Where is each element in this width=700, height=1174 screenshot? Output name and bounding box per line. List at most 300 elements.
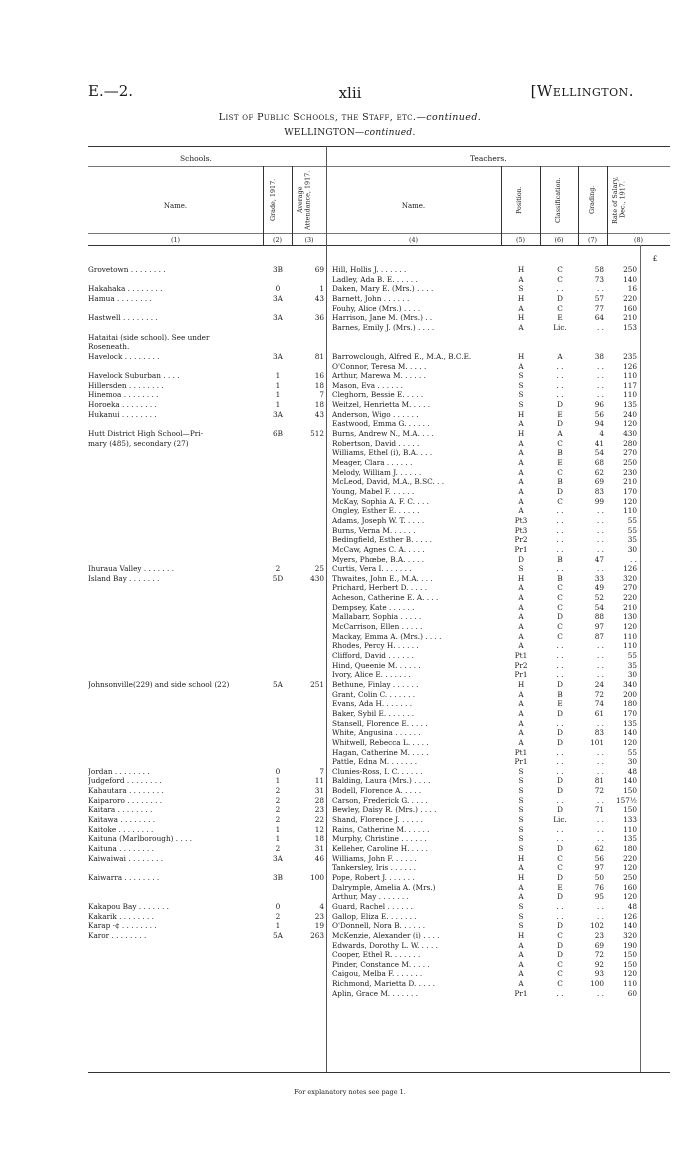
position-cell: Pt1 [514, 747, 528, 757]
attendance-cell: 11 [314, 776, 324, 786]
table-row [0, 786, 700, 796]
grading-cell: . . [597, 747, 604, 757]
salary-cell: 110 [623, 506, 637, 516]
grading-cell: . . [597, 641, 604, 651]
table-row [0, 776, 700, 786]
table-row [0, 651, 700, 661]
grading-cell: 83 [594, 486, 604, 496]
table-row [0, 429, 700, 439]
column-number: (1) [170, 236, 181, 244]
position-cell: H [517, 853, 525, 863]
position-cell: H [517, 679, 525, 689]
position-cell: S [518, 400, 524, 410]
classification-cell: . . [556, 718, 564, 728]
table-row [0, 748, 700, 758]
grading-cell: . . [597, 815, 604, 825]
salary-cell: 30 [627, 670, 637, 680]
table-row [0, 410, 700, 420]
grading-cell: 24 [594, 679, 604, 689]
salary-cell: 35 [627, 660, 637, 670]
grade-cell: 5D [272, 573, 284, 583]
position-cell: A [518, 959, 524, 969]
grade-cell: 2 [275, 786, 281, 796]
teacher-name-cell: Richmond, Marietta D. . . . . [332, 979, 435, 989]
grading-cell: 100 [590, 979, 604, 989]
teacher-name-cell: Rains, Catherine M. . . . . . [332, 824, 430, 834]
grade-cell: 5A [273, 679, 283, 689]
teacher-name-cell: Pattle, Edna M. . . . . . . [332, 757, 418, 767]
grade-cell: 1 [275, 824, 281, 834]
grading-cell: . . [597, 757, 604, 767]
classification-header: Classification. [554, 177, 562, 223]
salary-cell: 170 [623, 486, 637, 496]
teacher-name-cell: Baker, Sybil E. . . . . . . [332, 708, 415, 718]
column-number-rule [88, 233, 670, 234]
classification-cell: . . [556, 544, 564, 554]
classification-cell: . . [556, 795, 564, 805]
position-cell: S [518, 795, 524, 805]
school-name-cell: Roseneath. [88, 342, 130, 352]
salary-cell: 250 [623, 872, 637, 882]
classification-cell: D [557, 737, 563, 747]
teacher-name-cell: Edwards, Dorothy L. W. . . . . [332, 940, 438, 950]
grading-cell: . . [597, 525, 604, 535]
salary-cell: 30 [627, 544, 637, 554]
salary-cell: 135 [623, 400, 637, 410]
grading-cell: 56 [594, 409, 604, 419]
teacher-name-cell: Eastwood, Emma G. . . . . . [332, 419, 430, 429]
teacher-name-cell: Barnes, Emily J. (Mrs.) . . . . [332, 322, 435, 332]
table-row [0, 767, 700, 777]
salary-cell: 135 [623, 834, 637, 844]
position-cell: A [518, 969, 524, 979]
grading-cell: . . [597, 901, 604, 911]
grading-cell: 99 [594, 496, 604, 506]
table-row [0, 661, 700, 671]
district-heading: [Wellington. [530, 82, 634, 100]
salary-cell: 120 [623, 737, 637, 747]
position-cell: A [518, 950, 524, 960]
grade-cell: 3A [273, 853, 283, 863]
salary-cell: 157½ [616, 795, 637, 805]
school-name-cell: Havelock . . . . . . . . [88, 351, 160, 361]
table-row [0, 902, 700, 912]
grading-cell: 96 [594, 400, 604, 410]
teacher-name-cell: Young, Mabel F. . . . . . [332, 486, 415, 496]
subtitle-continued: continued. [364, 128, 416, 138]
salary-cell: 140 [623, 274, 637, 284]
classification-cell: C [557, 969, 563, 979]
salary-cell: 55 [627, 651, 637, 660]
teacher-name-cell: Carson, Frederick G. . . . . [332, 795, 428, 805]
classification-cell: C [557, 583, 563, 593]
classification-cell: . . [556, 660, 564, 670]
salary-cell: 126 [623, 564, 637, 574]
classification-cell: . . [556, 390, 564, 400]
teacher-name-cell: Evans, Ada H. . . . . . . [332, 699, 413, 709]
attendance-cell: 69 [314, 265, 324, 274]
school-name-cell: Hakahaka . . . . . . . . [88, 284, 163, 294]
salary-unit: £ [652, 255, 658, 263]
classification-cell: D [557, 400, 563, 410]
table-subtitle [0, 128, 700, 138]
school-name-cell: Hamua . . . . . . . . [88, 293, 152, 303]
salary-cell: 60 [627, 988, 637, 998]
teacher-name-cell: McKenzie, Alexander (i) . . . . [332, 930, 440, 940]
classification-cell: D [557, 776, 563, 786]
grading-cell: . . [597, 284, 604, 294]
teacher-name-cell: Barrowclough, Alfred E., M.A., B.C.E. [332, 351, 472, 361]
teacher-name-cell: White, Angusina . . . . . . [332, 728, 421, 738]
grading-cell: 102 [590, 921, 604, 931]
school-name-cell: Kaiparoro . . . . . . . . [88, 795, 163, 805]
attendance-cell: 28 [314, 795, 324, 805]
grading-cell: . . [597, 380, 604, 390]
teacher-name-cell: Fouhy, Alice (Mrs.) . . . . [332, 303, 421, 313]
table-row [0, 458, 700, 468]
grading-cell: . . [597, 651, 604, 660]
position-cell: S [518, 921, 524, 931]
salary-cell: 120 [623, 622, 637, 632]
position-cell: A [518, 274, 524, 284]
attendance-cell: 43 [314, 293, 324, 303]
table-row [0, 941, 700, 951]
position-cell: S [518, 371, 524, 381]
school-name-cell: Kaituna . . . . . . . . [88, 844, 154, 853]
position-cell: S [518, 284, 524, 294]
classification-cell: . . [556, 824, 564, 834]
grade-cell: 2 [275, 805, 281, 815]
table-row [0, 632, 700, 642]
position-cell: A [518, 622, 524, 632]
table-row [0, 641, 700, 651]
column-number: (3) [304, 236, 314, 244]
grading-cell: . . [597, 718, 604, 728]
salary-cell: 150 [623, 950, 637, 960]
grading-cell: 92 [594, 959, 604, 969]
salary-cell: 117 [623, 380, 637, 390]
classification-cell: D [557, 419, 563, 429]
salary-cell: 250 [623, 458, 637, 467]
table-row [0, 699, 700, 709]
teachers-group-header: Teachers. [470, 154, 507, 163]
grading-cell: . . [597, 824, 604, 834]
grading-cell: . . [597, 371, 604, 381]
position-cell: A [518, 602, 524, 612]
teacher-name-cell: Weitzel, Henrietta M. . . . . [332, 400, 431, 410]
grading-cell: 71 [594, 805, 604, 815]
classification-cell: C [557, 930, 563, 940]
classification-cell: D [557, 921, 563, 931]
subtitle-main: WELLINGTON— [284, 128, 365, 138]
classification-cell: B [557, 689, 563, 699]
classification-cell: . . [556, 757, 564, 767]
school-name-cell: Johnsonville(229) and side school (22) [88, 679, 230, 689]
position-cell: A [518, 467, 524, 477]
position-cell: A [518, 863, 524, 873]
attendance-cell: 19 [314, 921, 324, 931]
classification-cell: C [557, 438, 563, 448]
classification-cell: D [557, 872, 563, 882]
classification-cell: C [557, 853, 563, 863]
position-cell: H [517, 313, 525, 323]
table-row [0, 516, 700, 526]
attendance-header: Average Attendance, 1917. [296, 170, 312, 230]
attendance-cell: 12 [314, 824, 324, 834]
table-title-continued: continued. [426, 112, 482, 123]
teacher-name-cell: Meager, Clara . . . . . . [332, 458, 413, 467]
column-number: (2) [272, 236, 283, 244]
position-cell: A [518, 940, 524, 950]
table-row [0, 284, 700, 294]
classification-cell: E [557, 409, 563, 419]
attendance-cell: 263 [310, 930, 324, 940]
school-name-cell: Kaiwaiwai . . . . . . . . [88, 853, 164, 863]
position-cell: A [518, 506, 524, 516]
salary-cell: 160 [623, 882, 637, 892]
table-row [0, 989, 700, 999]
grading-cell: 72 [594, 689, 604, 699]
classification-cell: . . [556, 901, 564, 911]
classification-cell: E [557, 882, 563, 892]
classification-cell: D [557, 293, 563, 303]
teacher-name-cell: McKay, Sophia A. F. C. . . . [332, 496, 429, 506]
grading-cell: . . [597, 506, 604, 516]
teacher-name-cell: Hind, Queenie M. . . . . . [332, 660, 421, 670]
attendance-cell: 36 [314, 313, 324, 323]
salary-cell: 230 [623, 467, 637, 477]
position-cell: A [518, 699, 524, 709]
school-name-cell: Karap ·¢ . . . . . . . . [88, 921, 157, 931]
salary-cell: 140 [623, 921, 637, 931]
position-cell: A [518, 892, 524, 902]
teacher-name-cell: Barnett, John . . . . . . [332, 293, 410, 303]
table-row [0, 294, 700, 304]
classification-cell: E [557, 458, 563, 467]
divider-class-grading [578, 166, 579, 245]
school-name-cell: Ihuraua Valley . . . . . . . [88, 564, 175, 574]
salary-cell: 270 [623, 583, 637, 593]
attendance-cell: 31 [314, 786, 324, 796]
classification-cell: D [557, 805, 563, 815]
attendance-cell: 25 [314, 564, 324, 574]
teacher-name-cell: Mackay, Emma A. (Mrs.) . . . . [332, 631, 442, 641]
teacher-name-cell: Dalrymple, Amelia A. (Mrs.) [332, 882, 436, 892]
grade-cell: 1 [275, 390, 281, 400]
salary-cell: 16 [627, 284, 637, 294]
grade-cell: 1 [275, 776, 281, 786]
position-cell: H [517, 293, 525, 303]
salary-cell: 320 [623, 573, 637, 583]
position-cell: A [518, 689, 524, 699]
table-row [0, 535, 700, 545]
salary-cell: 280 [623, 438, 637, 448]
salary-cell: 133 [623, 815, 637, 825]
attendance-cell: 43 [314, 409, 324, 419]
classification-cell: D [557, 679, 563, 689]
table-row [0, 497, 700, 507]
grading-cell: 97 [594, 863, 604, 873]
position-cell: Pr1 [514, 988, 528, 998]
table-row [0, 912, 700, 922]
teacher-name-cell: Tankersley, Iris . . . . . . [332, 863, 417, 873]
grading-cell: 101 [590, 737, 604, 747]
teacher-name-cell: Murphy, Christine . . . . . . [332, 834, 427, 844]
table-row [0, 612, 700, 622]
grading-cell: . . [597, 834, 604, 844]
grade-cell: 3B [272, 265, 283, 274]
grading-cell: . . [597, 390, 604, 400]
position-cell: S [518, 844, 524, 853]
table-row [0, 506, 700, 516]
footnote: For explanatory notes see page 1. [294, 1088, 406, 1096]
table-row [0, 815, 700, 825]
grade-cell: 1 [275, 400, 281, 410]
classification-cell: Lic. [553, 815, 567, 825]
salary-cell: 110 [623, 371, 637, 381]
salary-cell: 120 [623, 892, 637, 902]
table-row [0, 265, 700, 275]
classification-cell: . . [556, 525, 564, 535]
grading-cell: 58 [594, 265, 604, 274]
position-cell: A [518, 419, 524, 429]
school-name-cell: Havelock Suburban . . . . [88, 371, 180, 381]
table-row [0, 825, 700, 835]
teacher-name-cell: Bewley, Daisy R. (Mrs.) . . . . [332, 805, 437, 815]
classification-cell: . . [556, 506, 564, 516]
table-bottom-rule [88, 1072, 670, 1073]
classification-cell: B [557, 554, 563, 564]
position-cell: A [518, 631, 524, 641]
grading-cell: 50 [594, 872, 604, 882]
grading-cell: . . [597, 660, 604, 670]
salary-cell: 110 [623, 979, 637, 989]
teacher-name-cell: Ivory, Alice E. . . . . . . [332, 670, 411, 680]
grade-cell: 1 [275, 834, 281, 844]
table-row [0, 690, 700, 700]
teacher-name-cell: Daken, Mary E. (Mrs.) . . . . [332, 284, 434, 294]
teacher-name-cell: Mason, Eva . . . . . . [332, 380, 403, 390]
position-cell: S [518, 380, 524, 390]
teacher-name-cell: McCarrison, Ellen . . . . . [332, 622, 423, 632]
grade-cell: 3B [272, 872, 283, 882]
grading-cell: 73 [594, 274, 604, 284]
attendance-cell: 251 [310, 679, 324, 689]
table-row [0, 448, 700, 458]
table-row [0, 342, 700, 352]
classification-cell: C [557, 622, 563, 632]
position-cell: S [518, 776, 524, 786]
classification-cell: . . [556, 747, 564, 757]
divider-school-grade [263, 166, 264, 245]
grading-cell: . . [597, 988, 604, 998]
classification-cell: . . [556, 564, 564, 574]
school-name-cell: Kakarik . . . . . . . . [88, 911, 154, 921]
school-name-cell: Karor . . . . . . . . [88, 930, 147, 940]
grading-cell: 88 [594, 612, 604, 622]
attendance-cell: 7 [319, 390, 324, 400]
school-name-cell: Kakapou Bay . . . . . . . [88, 901, 169, 911]
salary-cell: 135 [623, 718, 637, 728]
classification-cell: . . [556, 380, 564, 390]
attendance-cell: 18 [314, 834, 324, 844]
salary-cell: 120 [623, 496, 637, 506]
position-cell: H [517, 930, 525, 940]
grading-cell: 72 [594, 786, 604, 796]
salary-cell: 140 [623, 776, 637, 786]
salary-header: Rate of Salary, Dec., 1917. [611, 176, 627, 224]
position-cell: H [517, 265, 525, 274]
salary-cell: 250 [623, 265, 637, 274]
table-row [0, 275, 700, 285]
salary-cell: 35 [627, 535, 637, 545]
position-cell: Pr2 [514, 535, 528, 545]
grading-cell: 52 [594, 593, 604, 603]
grade-cell: 1 [275, 921, 281, 931]
grading-cell: 56 [594, 853, 604, 863]
teacher-name-cell: Robertson, David . . . . . [332, 438, 420, 448]
teacher-name-cell: Myers, Phœbe, B.A. . . . . [332, 554, 425, 564]
classification-cell: . . [556, 651, 564, 660]
teacher-name-cell: Adams, Joseph W. T. . . . . [332, 515, 425, 525]
position-cell: Pr1 [514, 757, 528, 767]
grade-cell: 1 [275, 380, 281, 390]
salary-cell: 55 [627, 747, 637, 757]
teacher-name-cell: O'Donnell, Nora B. . . . . . [332, 921, 426, 931]
grading-cell: . . [597, 361, 604, 371]
grade-cell: 5A [273, 930, 283, 940]
teacher-name-cell: Stansell, Florence E. . . . . [332, 718, 428, 728]
salary-cell: 170 [623, 708, 637, 718]
position-cell: H [517, 872, 525, 882]
classification-cell: C [557, 602, 563, 612]
teacher-name-cell: Bodell, Florence A. . . . . [332, 786, 422, 796]
teacher-name-cell: Guard, Rachel . . . . . . [332, 901, 413, 911]
position-cell: Pt1 [514, 651, 528, 660]
divider-grade-attendance [292, 166, 293, 245]
table-row [0, 371, 700, 381]
teacher-name-cell: Dempsey, Kate . . . . . . [332, 602, 415, 612]
position-cell: S [518, 834, 524, 844]
position-cell: S [518, 901, 524, 911]
attendance-cell: 31 [314, 844, 324, 853]
salary-cell: 120 [623, 969, 637, 979]
salary-cell: 153 [623, 322, 637, 332]
teacher-name-cell: Curtis, Vera I. . . . . . . [332, 564, 412, 574]
table-row [0, 313, 700, 323]
salary-cell: 200 [623, 689, 637, 699]
header-bottom-rule [88, 245, 670, 246]
attendance-cell: 4 [319, 901, 324, 911]
table-title [0, 112, 700, 123]
grading-header: Grading. [588, 185, 596, 215]
position-cell: Pr2 [514, 660, 528, 670]
position-cell: A [518, 361, 524, 371]
classification-cell: . . [556, 670, 564, 680]
table-row [0, 950, 700, 960]
table-row [0, 969, 700, 979]
position-cell: A [518, 583, 524, 593]
classification-cell: . . [556, 834, 564, 844]
salary-cell: 126 [623, 911, 637, 921]
classification-cell: . . [556, 284, 564, 294]
classification-cell: D [557, 486, 563, 496]
teacher-name-cell: Ladley, Ada B. E. . . . . . [332, 274, 418, 284]
position-cell: Pr1 [514, 544, 528, 554]
position-cell: H [517, 351, 525, 361]
table-row [0, 844, 700, 854]
school-name-cell: Judgeford . . . . . . . . [88, 776, 162, 786]
